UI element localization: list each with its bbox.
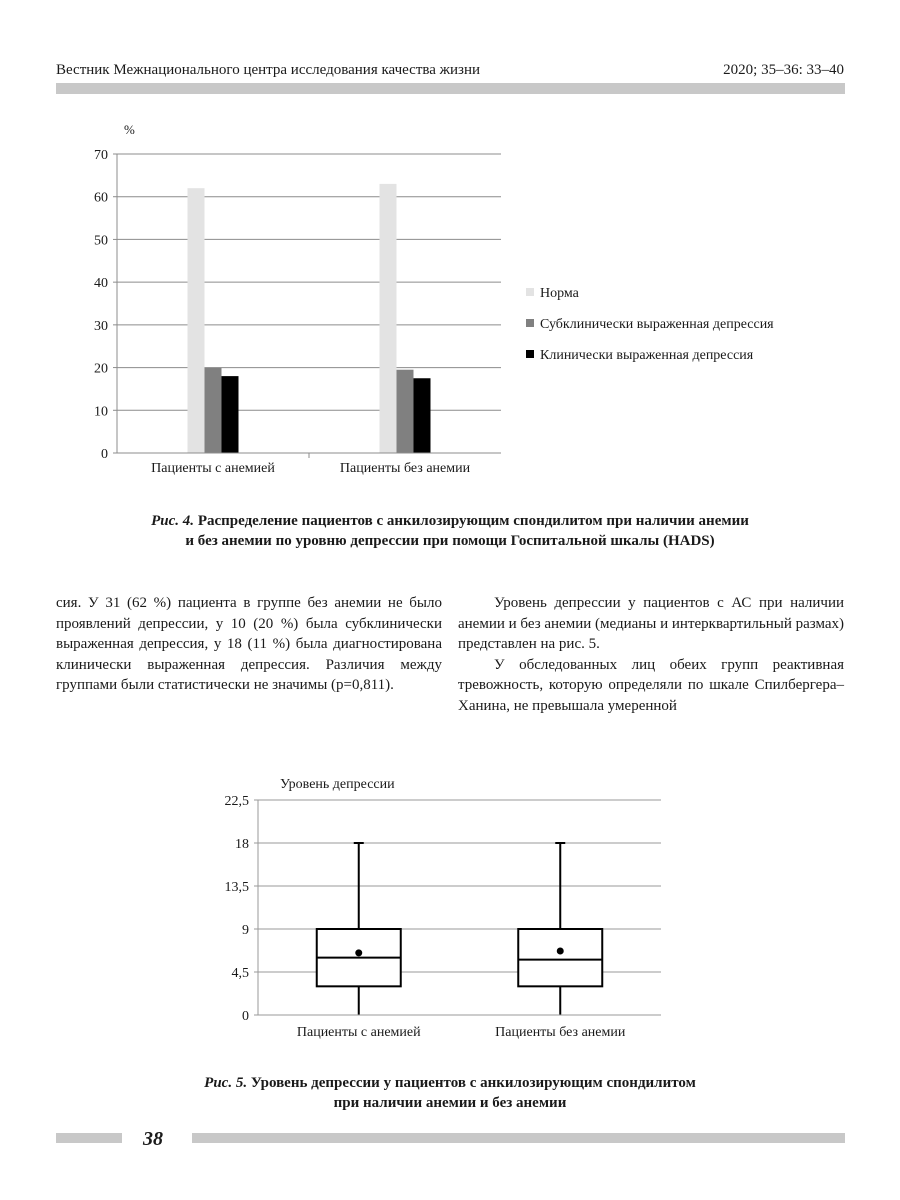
figure-5-caption-label: Рис. 5. (204, 1075, 248, 1091)
figure-5-caption-line2: при наличии анемии и без анемии (333, 1095, 567, 1111)
bar (205, 368, 222, 453)
y-tick-label: 0 (242, 1009, 249, 1024)
y-tick-label: 70 (94, 148, 108, 163)
figure-4-caption-line1: Распределение пациентов с анкилозирующим спондилитом при наличии анемии (197, 513, 749, 529)
bar (222, 376, 239, 453)
y-tick-label: 50 (94, 233, 108, 249)
legend-swatch (526, 350, 534, 358)
legend-swatch (526, 288, 534, 296)
legend-label: Норма (540, 286, 579, 301)
y-tick-label: 60 (94, 190, 108, 206)
y-axis-label: % (124, 122, 135, 137)
right-paragraph-1: Уровень депрессии у пациентов с АС при наличии анемии и без анемии (медианы и интерквартильный размах) представлен на рис. 5. (458, 595, 845, 653)
y-tick-label: 18 (235, 837, 249, 852)
figure-4-caption-label: Рис. 4. (151, 513, 195, 529)
x-tick-label: Пациенты с анемией (296, 1025, 421, 1040)
y-axis-label: Уровень депрессии (280, 777, 395, 792)
figure-5-caption (0, 1073, 900, 1113)
y-tick-label: 20 (94, 361, 108, 377)
mean-marker (557, 947, 564, 954)
header-divider (56, 83, 845, 94)
box (518, 929, 602, 986)
bar (188, 188, 205, 453)
legend-label: Субклинически выраженная депрессия (540, 317, 774, 332)
y-tick-label: 4,5 (231, 966, 249, 981)
bar (380, 184, 397, 453)
figure-5-caption-line1: Уровень депрессии у пациентов с анкилозирующим спондилитом (250, 1075, 696, 1091)
figure-5-box-plot (200, 765, 680, 1055)
left-paragraph: сия. У 31 (62 %) пациента в группе без анемии не было проявлений депрессии, у 10 (20 %) была субклинически выраженная депрессия, у 18 (11 %) была диагностирована клинически выраженная депрессия. Различия между группами были статистически не значимы (p=0,811). (56, 595, 442, 694)
y-tick-label: 30 (94, 318, 108, 334)
y-tick-label: 22,5 (224, 794, 249, 809)
y-tick-label: 10 (94, 404, 108, 420)
issue-info: 2020; 35–36: 33–40 (723, 62, 844, 78)
legend-swatch (526, 319, 534, 327)
figure-4-bar-chart (56, 110, 836, 490)
text-column-right (458, 593, 844, 717)
text-column-left (56, 593, 442, 696)
right-paragraph-2: У обследованных лиц обеих групп реактивная тревожность, которую определяли по шкале Спилбергера–Ханина, не превышала умеренной (458, 656, 844, 714)
footer-bar-right (192, 1133, 845, 1143)
footer-bar-left (56, 1133, 122, 1143)
y-tick-label: 9 (242, 923, 249, 938)
y-tick-label: 40 (94, 276, 108, 292)
y-tick-label: 13,5 (224, 880, 249, 895)
x-tick-label: Пациенты с анемией (151, 461, 275, 476)
journal-title: Вестник Межнационального центра исследования качества жизни (56, 62, 481, 78)
x-tick-label: Пациенты без анемии (495, 1025, 626, 1040)
figure-4-caption (0, 511, 900, 551)
figure-4-caption-line2: и без анемии по уровню депрессии при помощи Госпитальной шкалы (HADS) (185, 533, 715, 549)
bar (414, 378, 431, 453)
legend-label: Клинически выраженная депрессия (540, 348, 754, 363)
bar (397, 370, 414, 453)
x-tick-label: Пациенты без анемии (339, 461, 471, 476)
y-tick-label: 0 (101, 447, 108, 462)
page-number: 38 (143, 1128, 163, 1150)
mean-marker (355, 949, 362, 956)
